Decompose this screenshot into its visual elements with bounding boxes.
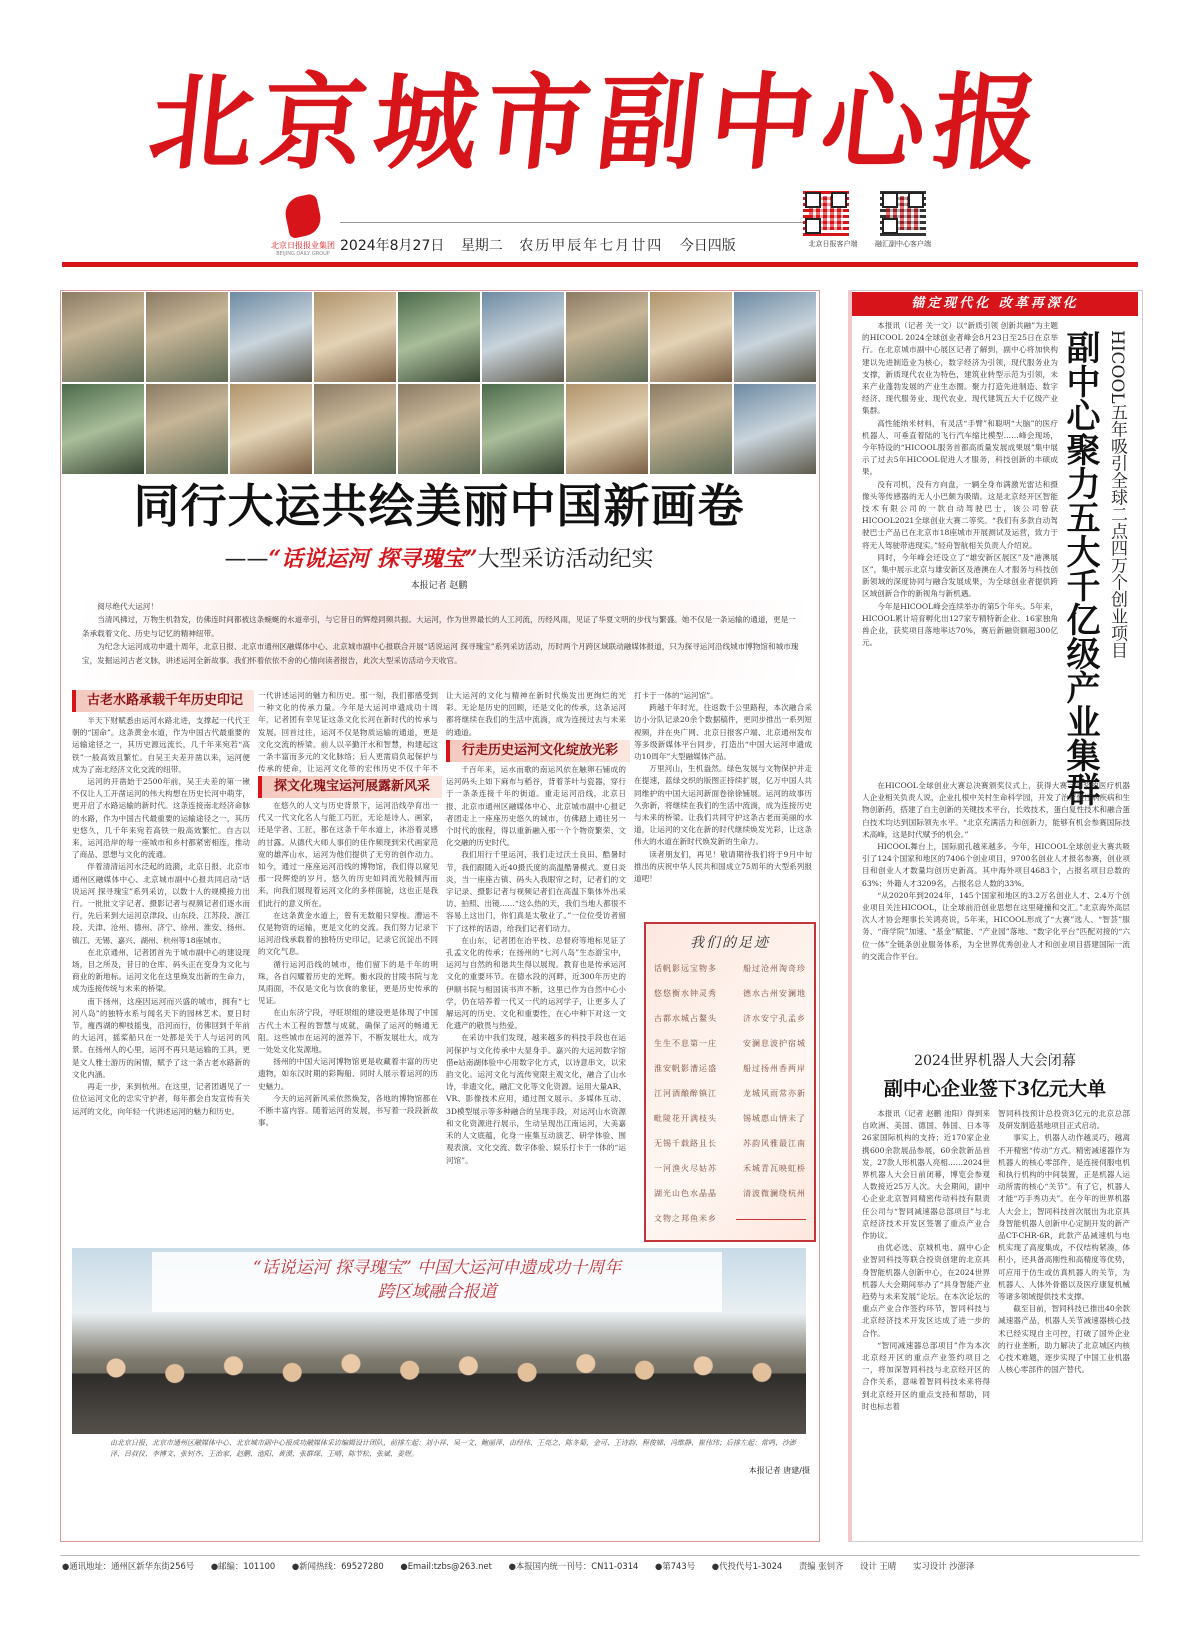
hicool-article-bottom xyxy=(862,780,1130,1038)
paragraph: 今年是HICOOL峰会连续举办的第5个年头。5年来，HICOOL累计培育孵化出127家专精特新企业、16家独角兽企业，获奖项目落地率达70%，赛后新融资额超300亿元。 xyxy=(862,601,1058,648)
poem-line: 一河渔火尽姑苏 xyxy=(654,1164,717,1173)
collage-photo xyxy=(230,384,312,474)
paragraph: 今天的运河新风采依然焕发，各地的博物馆都在不断丰富内容。随着运河的发展，书写着一段段新故事。 xyxy=(258,1093,438,1128)
poem-line: 湖光山色水晶晶 xyxy=(654,1189,717,1198)
subheadline-dash: —— xyxy=(224,547,269,572)
collage-photo xyxy=(734,292,816,382)
photo-credit: 本报记者 唐建/摄 xyxy=(748,1466,810,1475)
qr-code-icon xyxy=(803,190,849,236)
column-slogan-banner: 锚定现代化 改革再深化 xyxy=(852,292,1138,316)
paragraph: 我们用行千里运河，我们走过沃土良田、酷暑时节，我们跟随入近40摄氏度的高温酷暑模式。夏日炎炎，当一座座古镇、码头入我眼帘之时，记者们的文字记录、摄影记者与视频记者们在高温下集体外出采访、拍照、出镜……“这么热的天，我们当地人都很不容易上这出门，你们真是太敬业了。”一位位受访者留下了这样的话语，给我们记者们动力。 xyxy=(446,850,626,933)
poem-title: 我们的足迹 xyxy=(690,935,770,951)
group-photo xyxy=(72,1248,806,1434)
paragraph: 万里河山，生机盎然。绿色发展与文物保护并走在提速，蓝绿交织的版图正持续扩展，亿万中国人共同维护的中国大运河新面卷徐徐铺展。运河的故事历久弥新，将继续在我们的生活中流淌，成为连接历史与未来的桥梁。让我们共同守护这条古老而美丽的水道，让运河的文化在新的时代继续焕发光彩，让这条伟大的水道在新时代焕发新的生命力。 xyxy=(634,764,812,847)
paragraph: 半天下财赋悉由运河水路北进，支撑起一代代王朝的“国命”。这条黄金水道，作为中国古代最重要的运输途径之一，其历史源远流长，几千年来宛若“高铁”一般高效且繁忙。自吴王夫差开凿以来，运河便成为了南北经济文化交流的纽带。 xyxy=(72,716,250,774)
collage-photo xyxy=(650,384,732,474)
paragraph: 本报讯（记者 关一文）以“新质引领 创新共融”为主题的HICOOL 2024全球创业者峰会8月23日至25日在京举行。在北京城市副中心展区记者了解到，副中心将加快构建以先进制造业为核心，数字经济为引领，现代服务业为支撑，新质现代农业为特色，建筑业转型示范为引领，未来产业蓬勃发展的产业生态圈。聚力打造先进制造、数字经济、现代服务业、现代农业、现代建筑五大千亿级产业集群。 xyxy=(862,321,1058,416)
collage-photo xyxy=(398,292,480,382)
masthead xyxy=(143,58,1053,188)
article-column-2-top xyxy=(258,690,438,774)
poem-line: 德水古州安澜地 xyxy=(743,989,806,998)
paragraph: 读者朋友们，再见！敬请期待我们将于9月中旬推出的庆祝中华人民共和国成立75周年的大型系列报道吧！ xyxy=(634,849,812,884)
collage-photo xyxy=(566,384,648,474)
paragraph: 千百年来，运水而歌的南运风依在触卵石铺成的运河码头上如下麻布与稻谷，背着茶叶与瓷器，穿行于一条条连接千年的街道。重走运河沿线，北京日报、北京市通州区融媒体中心、北京城市副中心报记者团走上一座座历史悠久的城市，仿佛踏上通往另一个时代的旅程，得以重新融入那一个个物资繁荣、文化交融的历史时代。 xyxy=(446,765,626,848)
collage-photo xyxy=(566,292,648,382)
collage-photo xyxy=(146,384,228,474)
paragraph: 没有司机，没有方向盘，一辆全身布满激光雷达和摄像头等传感器的无人小巴颇为吸睛。这是北京经开区智能技术有限公司的一款自动驾驶巴士，该公司曾获HICOOL2021全球创业大赛二等奖。“我们有多款自动驾驶巴士产品已在北京市18座城市开展测试及运营，致力于将无人驾驶带进现实。”轻舟智航相关负责人介绍说。 xyxy=(862,479,1058,550)
poem-box xyxy=(644,922,816,1242)
qr-code-beijing-daily[interactable] xyxy=(803,190,863,249)
poem-row xyxy=(646,1106,814,1131)
footer-delivery-code: ●代投代号1-3024 xyxy=(711,1561,783,1571)
paragraph: 打卡于一体的“运河馆”。 xyxy=(634,691,718,700)
poem-line: 淮安帆影漕运盛 xyxy=(654,1064,717,1073)
footer xyxy=(62,1560,1142,1572)
paragraph: 在悠久的人文与历史背景下，运河沿线孕育出一代又一代文化名人与能工巧匠，无论是诗人、画家，还是学者、工匠，都在这条千年水道上，沐浴着灵感的甘露。从德代大师人事们的佳作频现到宋代画家范宽的雄浑山水，运河为他们提供了无穷的创作动力。如今，通过一座座运河沿线的博物馆，我们得以窥见那一段辉煌的岁月。悠久的历史如同流光般倾泻而来，向我们展现着运河文化的多样面貌，这也正是我们此行的意义所在。 xyxy=(258,801,438,908)
collage-photo xyxy=(62,384,144,474)
issue-weekday: 星期二 xyxy=(460,238,503,254)
poem-row xyxy=(646,956,814,981)
footer-designer: 设计 王晴 xyxy=(860,1561,897,1571)
paragraph: 跨越千年时光，往返数千公里路程，本次融合采访小分队记录20余个数据稿件，更同步推出一系列短视频，并在央广网、北京日报客户端、北京通州发布等多级新媒体平台同步，打造出“中国大运河申遗成功10周年”大型融媒体产品。 xyxy=(634,703,812,762)
poem-row xyxy=(646,1081,814,1106)
article-column-3 xyxy=(446,764,626,1254)
robot-article-column-2 xyxy=(998,1108,1130,1536)
collage-photo xyxy=(650,292,732,382)
feature-headline: 同行大运共绘美丽中国新画卷 xyxy=(133,479,745,533)
newspaper-title: 北京城市副中心报 xyxy=(143,61,1053,184)
group-photo-people xyxy=(72,1324,806,1434)
poem-line: 江河酒酿醉镇江 xyxy=(654,1089,717,1098)
collage-photo xyxy=(482,292,564,382)
logo-mark-icon xyxy=(282,193,324,239)
poem-line: 毗陵花开满枝头 xyxy=(654,1114,717,1123)
article-column-4 xyxy=(634,690,812,912)
poem-line: 文物之邦鱼米乡 xyxy=(654,1214,717,1223)
poem-line: 话帆影远宝物多 xyxy=(654,964,717,973)
paragraph: 在北京通州，记者团首先于城市副中心的建设现场，目之所及，昔日的仓库、码头正在变身为文化与商业的新地标。运河文化在这里焕发出新的生命力，成为连接传统与未来的桥梁。 xyxy=(72,947,250,994)
intro-paragraph: 阅尽绝代大运河！ xyxy=(97,602,158,611)
paragraph: 在山东济宁段，寻旺坝组的建设更是体现了中国古代土木工程的智慧与成就，确保了运河的畅通无阻。这些城市在运河的滋养下，不断发展壮大，成为一处处文化发源地。 xyxy=(258,1008,438,1055)
poem-line: 苏韵风雅最江南 xyxy=(743,1139,806,1148)
dateline xyxy=(340,235,820,259)
article-column-2 xyxy=(258,800,438,1256)
dateline-rule xyxy=(340,222,810,223)
poem-line: 生生不息第一庄 xyxy=(654,1039,717,1048)
footer-editor: 责编 张钊齐 xyxy=(798,1561,844,1571)
robot-article-kicker: 2024世界机器人大会闭幕 xyxy=(914,1053,1076,1069)
paragraph: 一代讲述运河的魅力和历史。那一刻，我们都感受到一种文化的传承力量。今年是大运河申遗成功十周年，记者团有幸见证这条文化长河在新时代的传承与发展。回首过往，运河不仅是物质运输的通道，更是文化交流的桥梁。前人以辛勤汗水和智慧，构建起这一条丰富而多元的文化脉络；后人更需肩负起保护与传承的使命，让运河文化带的宏伟历史不仅千年不 xyxy=(258,691,438,774)
collage-photo xyxy=(62,292,144,382)
hicool-subheadline: HICOOL五年吸引全球二点四万个创业项目 xyxy=(1107,330,1127,659)
poem-row xyxy=(646,1156,814,1181)
qr-code-subcenter[interactable] xyxy=(870,190,936,249)
paragraph: 由优必选、京城机电、副中心企业智同科技等联合投资创建的北京具身智能机器人创新中心，在2024世界机器人大会期间举办了“具身智能产业趋势与未来发展”论坛。在本次论坛的重点产业合作签约环节，智同科技与北京经济技术开发区达成了进一步的合作。 xyxy=(862,1243,990,1338)
poem-row xyxy=(646,1206,814,1231)
banner-line: “话说运河 探寻瑰宝” 中国大运河申遗成功十周年 xyxy=(252,1258,622,1278)
paragraph: 循行运河沿线的城市，他们留下的是千年的明珠，各自闪耀着历史的光辉。衡水段的甘陵书院与龙凤雨面，不仅是文化与饮食的象征，更是历史传承的见证。 xyxy=(258,959,438,1006)
poem-row xyxy=(646,981,814,1006)
paragraph: 本报讯（记者 赵鹏 池阳）得到来自欧洲、美国、德国、韩国、日本等26家国际机构的支持；近170家企业携600余款展品参展，60余款新品首发，27款人形机器人亮相……2024世界机器人大会日前闭幕，博览会参观人数接近25万人次。大会期间，副中心企业北京智同精密传动科技有限责任公司与“智同减速器总部项目”与北京经济技术开发区签署了重点产业合作协议。 xyxy=(862,1109,990,1241)
paragraph: “智同减速器总部项目”作为本次北京经开区的重点产业签约项目之一，将加深智同科技与北京经开区的合作关系，意味着智同科技未来将得到北京经开区的重点支持和帮助，同时也标志着 xyxy=(862,1340,990,1411)
collage-photo xyxy=(146,292,228,382)
robot-article-headline: 副中心企业签下3亿元大单 xyxy=(883,1078,1107,1100)
poem-row xyxy=(646,1056,814,1081)
paragraph: 智同科技预计总投资3亿元的北京总部及研发制造基地项目正式启动。 xyxy=(998,1109,1130,1131)
paragraph: 在HICOOL全球创业大赛总决赛颁奖仪式上，获得大赛一等奖的医疗机器人企业相关负责人说，企业扎根中关村生命科学园，开发了治疗慢性病疾病和生物创新药，搭建了自主创新的关键技术平台，长效技术，蛋白复性技术和融合蛋白技术均达到国际领先水平。“北京充满活力和创新力，能够有机会参赛国际技术高峰，这是时代赋予的机会。” xyxy=(862,781,1130,839)
footer-issn: ●本报国内统一刊号：CN11-0314 xyxy=(508,1561,639,1571)
poem-row xyxy=(646,1006,814,1031)
poem-line: 无锡千载路且长 xyxy=(654,1139,717,1148)
collage-photo xyxy=(482,384,564,474)
collage-photo xyxy=(230,292,312,382)
paragraph: 扬州的中国大运河博物馆更是收藏着丰富的历史遗物，如东汉时期的彩陶船、同时人展示着运河的历史魅力。 xyxy=(258,1057,438,1091)
footer-email[interactable]: ●Email:tzbs@263.net xyxy=(400,1561,492,1571)
paragraph: 高性能纳米材料，有灵活“手臂”和聪明“大脑”的医疗机器人、可垂直着陆的飞行汽车缩比模型……峰会现场，今年特设的“HICOOL服务首都高质量发展成果展”集中展示了过去5年HICOOL促进人才服务，科技创新的丰硕成果。 xyxy=(862,418,1058,477)
poem-line: 锡城惠山情未了 xyxy=(743,1114,806,1123)
group-name-en: BEIJING DAILY GROUP xyxy=(276,251,330,257)
paragraph: 在山东，记者团在冶平枝、总督府等地标见证了孔孟文化的传承；在扬州的“七河八岛”生态游宝中，运河与自然的和谐共生得以展现。教育也是传承运河文化的重要环节。在德水段的河畔，近300年历史的伊顺书院与相国读书声不断，这里已作为自然中心小学，仍在培养着一代又一代的运河学子，让更多人了解运河的历史、文化和重要性，在心中种下对这一文化遗产的敬畏与热爱。 xyxy=(446,935,626,1031)
hicool-headline: 副中心聚力五大千亿级产业集群 xyxy=(1060,330,1100,806)
poem-line: 船过扬州香两岸 xyxy=(743,1064,806,1073)
poem-line: 龙城风雨常亦新 xyxy=(743,1089,806,1098)
section-heading: 古老水路承载千年历史印记 xyxy=(72,690,254,712)
poem-line: 悠悠衡水钟灵秀 xyxy=(654,989,717,998)
poem-line: 船过沧州淘奇珍 xyxy=(743,964,806,973)
footer-issue-number: ●第743号 xyxy=(655,1561,696,1571)
paragraph: 在采访中我们发现，越来越多的科技手段也在运河保护与文化传承中大显身手。嘉兴的大运河数字馆借e站南湖体验中心用数字化方式，以诗意串文，以宋韵文化。运河文化与流传宽限主观文化，融合了山水诗，非遗文化，融汇文化等文化资源。运用大量AR、VR、影像技术应用，通过图文展示、多媒体互动、3D模型展示等多种融合的呈现手段，对运河山水资源和文化资源进行展示，生动呈现出江南运河，大美嘉禾的人文底蕴，化身一座集互动演艺、研学体验、围观表演、文化交流、数字体验、娱乐打卡于一体的“运河馆”。 xyxy=(446,1033,626,1165)
section-heading: 行走历史运河文化绽放光彩 xyxy=(446,740,630,762)
qr-caption: 融汇副中心客户端 xyxy=(875,240,931,248)
poem-row xyxy=(646,1031,814,1056)
paragraph: 伴着清清运河水泛起的涟漪，北京日报、北京市通州区融媒体中心、北京城市副中心报共同启动“话说运河 探寻瑰宝”系列采访，以数十人的规模接力出行。一批批文字记者、摄影记者与视频记者们逐水而行，先后来到大运河京津段、山东段、江苏段、浙江段、天津、沧州、德州、济宁、徐州、淮安、扬州、镇江、无锡、嘉兴、湖州、杭州等18座城市。 xyxy=(72,862,250,945)
group-name: 北京日报报业集团 xyxy=(271,241,335,250)
footer-address: ●通讯地址：通州区新华东街256号 xyxy=(62,1561,195,1571)
poem-line: 清波微澜绕杭州 xyxy=(743,1189,806,1198)
page-count: 今日四版 xyxy=(679,238,736,254)
paragraph: “从2020年到2024年，145个国家和地区的3.2万名创业人才、2.4万个创业项目关注HICOOL，让全球前沿创业思想在这里碰撞和交汇。”北京海外高层次人才协会理事长关鸿亮说，5年来，HICOOL形成了“大赛”选人、“智荟”服务、“商学院”加速、“基金”赋能、“产业园”落地、“数字化平台”匹配对接的“六位一体”全链条创业服务体系，为全世界优秀创业人才和创业项目搭建国际一流的交流合作平台。 xyxy=(862,890,1130,961)
lunar-date: 农历甲辰年七月廿四 xyxy=(519,238,664,254)
qr-code-icon xyxy=(880,190,926,236)
subheadline-rest: 大型采访活动纪实 xyxy=(477,547,654,572)
article-column-3-top xyxy=(446,690,626,736)
intro-paragraph: 为纪念大运河成功申遗十周年，北京日报、北京市通州区融媒体中心、北京城市副中心报联合开展“话说运河 探寻瑰宝”系列采访活动，历时两个月跨区域联动融媒体报道，只为探寻运河沿线城市博物馆和城市瑰宝，发掘运河古老文脉，讲述运河全新故事。我们怀着依依不舍的心情向读者报告，此次大型采访活动今天收官。 xyxy=(82,642,799,665)
banner-line: 跨区域融合报道 xyxy=(377,1282,497,1302)
feature-intro xyxy=(82,600,802,680)
masthead-red-rule xyxy=(62,262,1138,267)
poem-line xyxy=(736,1206,806,1220)
photo-collage xyxy=(62,292,816,474)
paragraph: HICOOL舞台上，国际面孔越来越多。今年，HICOOL全球创业大赛共吸引了124个国家和地区的7406个创业项目，9700名创业人才报名参赛，创业项目和创业人才数量均创历史新高。其中海外项目4683个，占报名项目总数的63%；外籍人才3209名，占报名总人数的33%。 xyxy=(862,842,1130,888)
subheadline-quote: “话说运河 探寻瑰宝” xyxy=(268,546,478,572)
paragraph: 同时，今年峰会还设立了“雄安新区展区”及“港澳展区”，集中展示北京与雄安新区及港澳在人才服务与科技创新领域的深度协同与融合发展成果，为全球创业者提供跨区域创新合作的新视角与新机遇。 xyxy=(862,552,1058,599)
footer-rule xyxy=(60,1555,1140,1556)
article-column-1 xyxy=(72,715,250,1255)
robot-article-column-1 xyxy=(862,1108,990,1536)
poem-row xyxy=(646,1131,814,1156)
footer-postcode: ●邮编：101100 xyxy=(210,1561,276,1571)
intro-paragraph: 当清风拂过，万物生机勃发，仿佛连时间都被这条蜿蜒的水道牵引，与它昔日的辉煌同频共振。大运河，作为世界最长的人工河流，历经风雨，见证了华夏文明的步伐与繁盛。她不仅是一条运输的通道，更是一条承载着文化、历史与记忆的精神纽带。 xyxy=(82,615,796,638)
collage-photo xyxy=(398,384,480,474)
poem-row xyxy=(646,1181,814,1206)
collage-photo xyxy=(314,292,396,382)
paragraph: 截至目前，智同科技已推出40余款减速器产品，机器人关节减速器核心技术已经实现自主可控，打破了国外企业的行业垄断，助力解决了北京城区内核心技术难题，逐步实现了中国工业机器人核心零部件的国产替代。 xyxy=(998,1304,1130,1375)
collage-photo xyxy=(314,384,396,474)
feature-subheadline xyxy=(62,542,816,573)
paragraph: 让大运河的文化与精神在新时代焕发出更绚烂的光彩。无论是历史的回顾，还是文化的传承，这条运河都将继续在我们的生活中流淌，成为连接过去与未来的通道。 xyxy=(446,691,626,736)
paragraph: 再走一步，来到杭州。在这里，记者团遇见了一位位运河文化的忠实守护者，每年都会自发宣传有关运河的文化，向年轻一代讲述运河的魅力和历史。 xyxy=(72,1082,250,1116)
paragraph: 事实上，机器人动作越灵巧，越离不开精密“传动”方式。精密减速器作为机器人的核心零部件，是连接伺服电机和执行机构的中间装置，正是机器人运动所需的核心“关节”。有了它，机器人才能“巧手秀功夫”。在今年的世界机器人大会上，智同科技首次展出为北京具身智能机器人创新中心定制开发的新产品CT-CHR-6R，此款产品减速机与电机实现了高度集成，不仅结构紧凑，体积小，还具备高刚性和高精度等优势，可应用于仿生或仿真机器人的关节，为机器人、人体外骨骼以及医疗康复机械等诸多领域提供技术支撑。 xyxy=(998,1133,1130,1302)
paragraph: 南下扬州，这座因运河而兴盛的城市，拥有“七河八岛”的独特水系与闻名天下的园林艺术。夏日时节，瘦西湖的柳枝摇曳，沿河而行，仿佛回到千年前的大运河，摇桨船只在一处都是关于人与运河的风景。在扬州人的心里，运河不再只是运输的工具，更是文人雅士游历的闲情，赋予了这一条古老水路新的文化内涵。 xyxy=(72,996,250,1079)
poem-line: 安澜息波护宿城 xyxy=(743,1039,806,1048)
qr-caption: 北京日报客户端 xyxy=(808,240,858,248)
section-heading: 探文化瑰宝运河展露新风采 xyxy=(258,776,442,798)
paragraph: 在这条黄金水道上，曾有无数船只穿梭。漕运不仅是物资的运输，更是文化的交流。我们努力记录下运河沿线承载着的独特历史印记，记录它沉淀出不同的文化气息。 xyxy=(258,910,438,957)
group-photo-banner xyxy=(152,1252,722,1312)
poem-line: 古都水城占鳌头 xyxy=(654,1014,717,1023)
paragraph: 运河的开凿始于2500年前，吴王夫差的第一锹不仅让人工开凿运河的伟大构想在历史长河中萌芽，更开启了水路运输的新时代。这条连接南北经济命脉的水路，作为中国古代最重要的运输途径之一，其历史悠久，几千年来宛若高铁一般高效繁忙。自古以来，运河沿岸的每一座城市和乡村都紧密相连，推动了商品、思想与文化的流通。 xyxy=(72,777,250,860)
group-logo xyxy=(268,196,338,266)
footer-hotline: ●新闻热线：69527280 xyxy=(291,1561,384,1571)
photo-caption: 由北京日报、北京市通州区融媒体中心、北京城市副中心报成功融媒体采访编辑设计团队，前排左起：刘小祥、吴一文、鲍丽萍、由经伟、王亮之、陈冬菊、金可、王诗韵、程俊娣、冯维静、崔伟玮；后排左起：常鸣、沙澎泽、吕叔仪、李博文、张钊齐、王治家、赵鹏、池阳、黄漠、张群琛、王晴、陈节松、张斌、姜煜。 xyxy=(110,1439,796,1458)
feature-byline: 本报记者 赵鹏 xyxy=(410,581,468,591)
poem-rows xyxy=(646,956,814,1231)
poem-line: 禾城青瓦映虹桥 xyxy=(743,1164,806,1173)
collage-photo xyxy=(734,384,816,474)
poem-line: 济水安宁孔孟乡 xyxy=(743,1014,806,1023)
issue-date: 2024年8月27日 xyxy=(340,238,445,254)
footer-intern-designer: 实习设计 沙澎泽 xyxy=(912,1561,975,1571)
